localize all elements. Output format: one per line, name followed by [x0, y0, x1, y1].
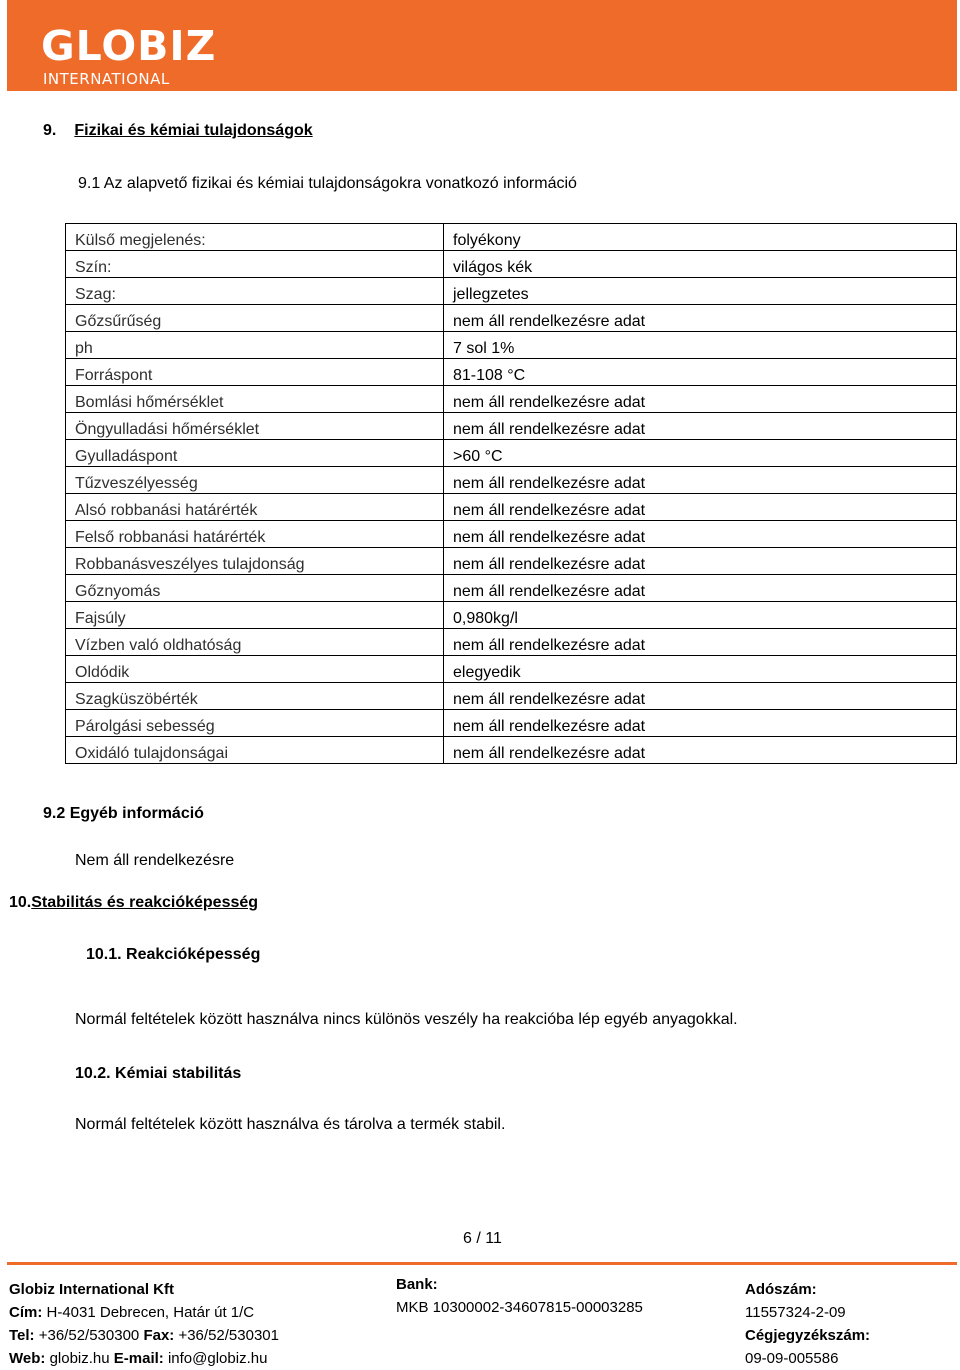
property-row	[66, 737, 957, 764]
section-10-number: 10.	[9, 894, 32, 911]
property-label: Gőzsűrűség	[66, 305, 444, 332]
section-10-1-text: Normál feltételek között használva nincs különös veszély ha reakcióba lép egyéb anyagokkal.	[75, 1011, 738, 1028]
property-value: folyékony	[444, 224, 957, 251]
property-value: nem áll rendelkezésre adat	[444, 683, 957, 710]
company-logo-subtitle: INTERNATIONAL	[43, 70, 170, 88]
footer-tax: 11557324-2-09	[745, 1304, 846, 1321]
property-value: világos kék	[444, 251, 957, 278]
property-label: Bomlási hőmérséklet	[66, 386, 444, 413]
property-row	[66, 413, 957, 440]
header-banner	[7, 0, 957, 91]
property-label: ph	[66, 332, 444, 359]
property-row	[66, 548, 957, 575]
section-9-heading	[43, 122, 313, 140]
properties-table	[65, 223, 957, 764]
company-logo: GLOBIZ	[41, 22, 217, 70]
section-10-1-heading: 10.1. Reakcióképesség	[86, 946, 261, 963]
page-number: 6 / 11	[463, 1230, 502, 1247]
property-label: Gyulladáspont	[66, 440, 444, 467]
property-value: nem áll rendelkezésre adat	[444, 629, 957, 656]
section-9-number: 9.	[43, 122, 57, 139]
property-value: nem áll rendelkezésre adat	[444, 305, 957, 332]
property-row	[66, 332, 957, 359]
property-row	[66, 629, 957, 656]
property-row	[66, 683, 957, 710]
property-row	[66, 386, 957, 413]
footer-address: Cím: H-4031 Debrecen, Határ út 1/C	[9, 1304, 255, 1321]
section-9-2-text: Nem áll rendelkezésre	[75, 852, 235, 869]
footer-reg: 09-09-005586	[745, 1350, 839, 1367]
property-value: nem áll rendelkezésre adat	[444, 575, 957, 602]
property-value: elegyedik	[444, 656, 957, 683]
footer-phone: Tel: +36/52/530300 Fax: +36/52/530301	[9, 1327, 279, 1344]
property-row	[66, 710, 957, 737]
property-label: Vízben való oldhatóság	[66, 629, 444, 656]
footer-divider	[7, 1262, 957, 1265]
section-9-title: Fizikai és kémiai tulajdonságok	[74, 122, 313, 139]
property-row	[66, 467, 957, 494]
property-label: Szín:	[66, 251, 444, 278]
property-row	[66, 602, 957, 629]
section-10-title: Stabilitás és reakcióképesség	[31, 894, 259, 911]
property-row	[66, 359, 957, 386]
property-value: jellegzetes	[444, 278, 957, 305]
footer-bank: MKB 10300002-34607815-00003285	[396, 1299, 643, 1316]
property-value: nem áll rendelkezésre adat	[444, 737, 957, 764]
property-label: Forráspont	[66, 359, 444, 386]
property-row	[66, 494, 957, 521]
property-label: Alsó robbanási határérték	[66, 494, 444, 521]
section-9-2-heading: 9.2 Egyéb információ	[43, 805, 204, 822]
property-row	[66, 278, 957, 305]
footer-bank-label: Bank:	[396, 1276, 438, 1293]
property-value: nem áll rendelkezésre adat	[444, 710, 957, 737]
footer-web: Web: globiz.hu E-mail: info@globiz.hu	[9, 1350, 268, 1367]
property-label: Oldódik	[66, 656, 444, 683]
property-value: nem áll rendelkezésre adat	[444, 494, 957, 521]
property-row	[66, 656, 957, 683]
section-10-2-heading: 10.2. Kémiai stabilitás	[75, 1065, 242, 1082]
property-value: 81-108 °C	[444, 359, 957, 386]
property-value: nem áll rendelkezésre adat	[444, 386, 957, 413]
property-label: Párolgási sebesség	[66, 710, 444, 737]
property-label: Szag:	[66, 278, 444, 305]
property-label: Fajsúly	[66, 602, 444, 629]
property-value: 0,980kg/l	[444, 602, 957, 629]
property-value: nem áll rendelkezésre adat	[444, 521, 957, 548]
property-row	[66, 440, 957, 467]
footer-company: Globiz International Kft	[9, 1281, 174, 1298]
property-label: Tűzveszélyesség	[66, 467, 444, 494]
property-label: Külső megjelenés:	[66, 224, 444, 251]
property-label: Robbanásveszélyes tulajdonság	[66, 548, 444, 575]
section-9-1-heading: 9.1 Az alapvető fizikai és kémiai tulajdonságokra vonatkozó információ	[78, 175, 577, 192]
property-value: nem áll rendelkezésre adat	[444, 548, 957, 575]
property-row	[66, 251, 957, 278]
property-row	[66, 521, 957, 548]
property-label: Szagküszöbérték	[66, 683, 444, 710]
property-row	[66, 575, 957, 602]
property-label: Oxidáló tulajdonságai	[66, 737, 444, 764]
footer-tax-label: Adószám:	[745, 1281, 817, 1298]
property-value: nem áll rendelkezésre adat	[444, 467, 957, 494]
property-value: 7 sol 1%	[444, 332, 957, 359]
property-label: Felső robbanási határérték	[66, 521, 444, 548]
property-value: >60 °C	[444, 440, 957, 467]
property-label: Öngyulladási hőmérséklet	[66, 413, 444, 440]
property-label: Gőznyomás	[66, 575, 444, 602]
section-10-heading	[9, 894, 258, 912]
property-value: nem áll rendelkezésre adat	[444, 413, 957, 440]
property-row	[66, 305, 957, 332]
footer-reg-label: Cégjegyzékszám:	[745, 1327, 871, 1344]
property-row	[66, 224, 957, 251]
section-10-2-text: Normál feltételek között használva és tárolva a termék stabil.	[75, 1116, 506, 1133]
